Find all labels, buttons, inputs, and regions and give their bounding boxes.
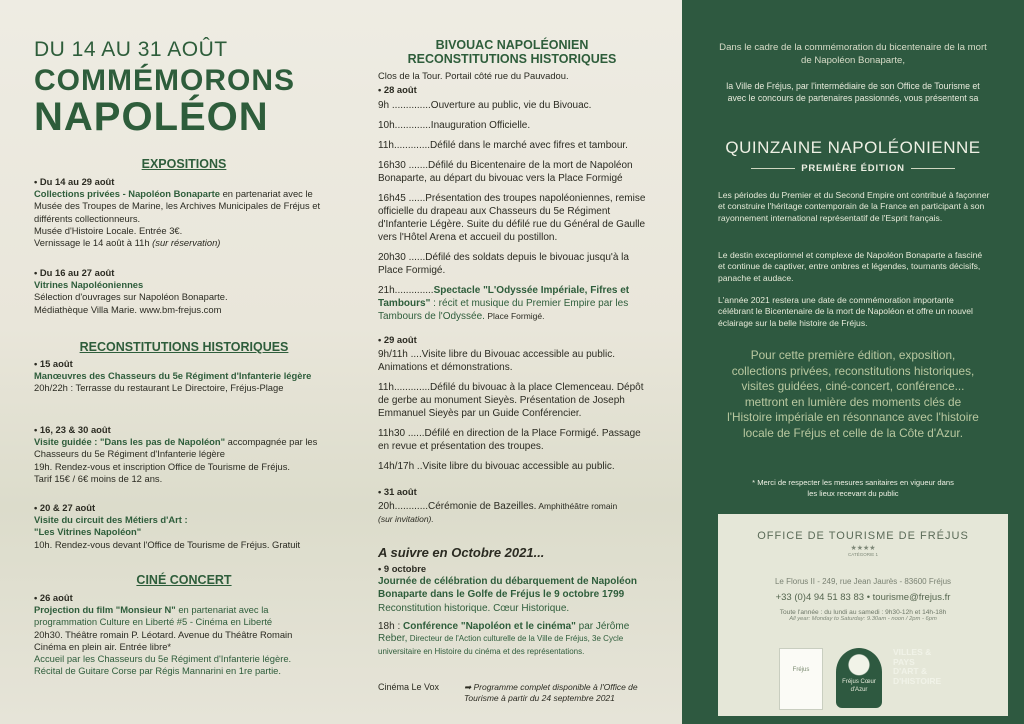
- program-item: 10h.............Inauguration Officielle.: [378, 120, 531, 131]
- cinema-le-vox: Cinéma Le Vox: [378, 682, 440, 692]
- divider: [751, 168, 795, 169]
- expo-2: • Du 16 au 27 août Vitrines Napoléoniennes Sélection d'ouvrages sur Napoléon Bonaparte. Médiathèque Villa Marie. www.bm-frejus.com: [34, 267, 228, 315]
- divider: [911, 168, 955, 169]
- program-item: 11h.............Défilé dans le marché avec fifres et tambour.: [378, 140, 628, 151]
- intro-paragraph-2: la Ville de Fréjus, par l'intermédiaire de son Office de Tourisme et avec le concours de partenaires passionnés, vous présentent sa: [726, 81, 980, 103]
- reconstitutions-heading: RECONSTITUTIONS HISTORIQUES: [79, 340, 289, 354]
- hours: Toute l'année : du lundi au samedi : 9h30-12h et 14h-18h: [779, 609, 947, 616]
- program-item: 14h/17h ..Visite libre du bivouac accessible au public.: [378, 461, 615, 472]
- program-29-aout: [378, 348, 646, 473]
- title-commemorons: COMMÉMORONS: [34, 64, 295, 97]
- hours-en: All year: Monday to Saturday: 9.30am - noon / 2pm - 6pm: [789, 616, 937, 622]
- recon-3: • 20 & 27 août Visite du circuit des Métiers d'Art : "Les Vitrines Napoléon" 10h. Rendez-vous devant l'Office de Tourisme de Fréjus. Gratuit: [34, 502, 301, 550]
- date-28-aout: • 28 août: [378, 84, 417, 95]
- title-napoleon: NAPOLÉON: [34, 95, 269, 139]
- a-suivre-heading: A suivre en Octobre 2021...: [378, 545, 545, 560]
- program-31-aout: 20h............Cérémonie de Bazeilles. Amphithéâtre romain (sur invitation).: [378, 501, 618, 524]
- expositions-heading: EXPOSITIONS: [141, 157, 227, 171]
- programme-complet-note: ➡ Programme complet disponible à l'Office de Tourisme à partir du 24 septembre 2021: [464, 682, 638, 703]
- program-item: 9h ..............Ouverture au public, vie du Bivouac.: [378, 100, 592, 111]
- bivouac-heading: BIVOUAC NAPOLÉONIEN RECONSTITUTIONS HISTORIQUES: [407, 38, 617, 66]
- expo-1: • Du 14 au 29 août Collections privées - Napoléon Bonaparte en partenariat avec le Musée des Troupes de Marine, les Archives Municipales de Fréjus et différents collectionneurs. Musée d'Histoire Locale. Entrée 3€. Vernissage le 14 août à 11h (sur réservation): [34, 176, 321, 249]
- quinzaine-title: QUINZAINE NAPOLÉONIENNE: [725, 138, 981, 157]
- body-paragraph-3: L'année 2021 restera une date de commémoration importante célébrant le Bicentenaire de la mort de Napoléon et offre un nouvel éclairage sur la belle histoire de Fréjus.: [718, 295, 973, 328]
- intro-paragraph-1: Dans le cadre de la commémoration du bicentenaire de la mort de Napoléon Bonaparte,: [719, 42, 987, 66]
- program-item: 20h30 ......Défilé des soldats depuis le bivouac jusqu'à la Place Formigé.: [378, 252, 629, 276]
- program-item: 9h/11h ....Visite libre du Bivouac accessible au public. Animations et démonstrations.: [378, 349, 615, 373]
- office-name: OFFICE DE TOURISME DE FRÉJUS: [757, 530, 969, 542]
- program-item: 16h30 .......Défilé du Bicentenaire de la mort de Napoléon Bonaparte, au départ du bivouac vers la Place Formigé: [378, 160, 633, 184]
- frejus-coeur-dazur-logo: Fréjus Cœur d'Azur: [836, 648, 882, 708]
- recon-1: • 15 août Manœuvres des Chasseurs du 5e Régiment d'Infanterie légère 20h/22h : Terrasse du restaurant Le Directoire, Fréjus-Plage: [34, 358, 312, 394]
- sanitary-note: * Merci de respecter les mesures sanitaires en vigueur dans les lieux recevant du public: [752, 478, 954, 498]
- summary-paragraph: Pour cette première édition, exposition, collections privées, reconstitutions historiques, visites guidées, ciné-concert, conférence... mettront en lumière des moments clés de l'Histoire impériale en résonnance avec l'histoire locale de Fréjus et celle de la Côte d'Azur.: [727, 348, 979, 440]
- cine-concert-heading: CINÉ CONCERT: [136, 573, 232, 587]
- stars: ★★★★: [850, 545, 876, 552]
- program-item-spectacle: 21h..............Spectacle "L'Odyssée Impériale, Fifres et Tambours" : récit et musique du Premier Empire par les Tambours de l'Odyssée. Place Formigé.: [378, 285, 630, 322]
- recon-2: • 16, 23 & 30 août Visite guidée : "Dans les pas de Napoléon" accompagnée par les Chasseurs du 5e Régiment d'Infanterie légère 19h. Rendez-vous et inscription Office de Tourisme de Fréjus. Tarif 15€ / 6€ moins de 12 ans.: [34, 424, 318, 484]
- program-item: 11h30 ......Défilé en direction de la Place Formigé. Passage en revue et présentation des troupes.: [378, 428, 641, 452]
- program-item: 16h45 ......Présentation des troupes napoléoniennes, remise officielle du drapeau aux Chasseurs du 5e Régiment d'Infanterie Légère. Suite du défilé rue du Général de Gaulle vers l'Hôtel Arena et accueil du postillon.: [378, 193, 646, 243]
- cine-concert: • 26 août Projection du film "Monsieur N" en partenariat avec la programmation Culture en Liberté #5 - Cinéma en Liberté 20h30. Théâtre romain P. Léotard. Avenue du Théâtre Romain Cinéma en plein air. Entrée libre* Accueil par les Chasseurs du 5e Régiment d'Infanterie légère. Récital de Guitare Corse par Régis Mannarini en 1re partie.: [34, 592, 293, 677]
- body-paragraph-2: Le destin exceptionnel et complexe de Napoléon Bonaparte a fasciné et continue de captiver, entre ombres et légendes, tournants décisifs, panache et audace.: [718, 250, 983, 283]
- date-29-aout: • 29 août: [378, 334, 417, 345]
- program-item: 11h.............Défilé du bivouac à la place Clemenceau. Dépôt de gerbe au monument Sieyès. Présentation de Joseph Emmanuel Sieyès par un Guide Conférencier.: [378, 382, 644, 419]
- date-31-aout: • 31 août: [378, 486, 417, 497]
- date-9-octobre: • 9 octobre: [378, 563, 427, 574]
- octobre-event: Journée de célébration du débarquement de Napoléon Bonaparte dans le Golfe de Fréjus le 9 octobre 1799 Reconstitution historique. Cœur Historique. 18h : Conférence "Napoléon et le cinéma" par Jérôme Reber, Directeur de l'Action culturelle de la Ville de Fréjus, 3e Cycle universitaire en Histoire du cinéma et des représentations.: [378, 576, 637, 656]
- bivouac-place: Clos de la Tour. Portail côté rue du Pauvadou.: [378, 70, 569, 81]
- body-paragraph-1: Les périodes du Premier et du Second Empire ont contribué à façonner et construire l'héritage contemporain de la France en participant à son rayonnement international représentatif de l'Esprit français.: [718, 190, 990, 223]
- frejus-logo: Fréjus: [779, 648, 823, 710]
- villes-pays-art-histoire-logo: VILLES & PAYS D'ART & D'HISTOIRE: [893, 647, 942, 686]
- categorie: CATÉGORIE 1: [848, 552, 878, 557]
- dates-title: DU 14 AU 31 AOÛT: [34, 38, 228, 61]
- edition-label: PREMIÈRE ÉDITION: [722, 163, 984, 174]
- address: Le Florus II - 249, rue Jean Jaurès - 83600 Fréjus: [774, 577, 952, 586]
- contact: +33 (0)4 94 51 83 83 • tourisme@frejus.fr: [775, 592, 951, 603]
- program-28-aout: [378, 99, 646, 323]
